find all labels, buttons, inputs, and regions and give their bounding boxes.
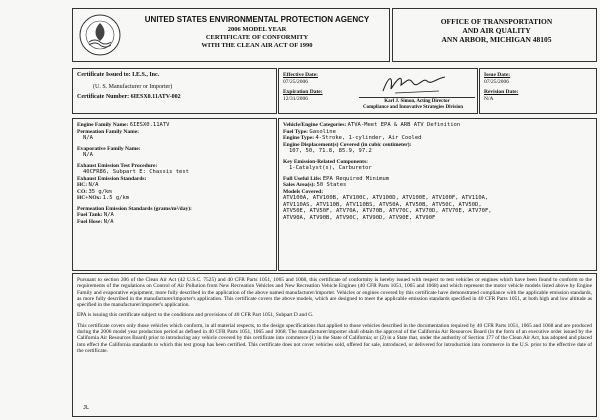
terms-paragraph-1: Pursuant to section 206 of the Clean Air Act (42 U.S.C. 7525) and 40 CFR Parts 1051, 1065 and 1068, this certificate of conformity is hereby issued with respect to test vehicles or engines which have been found to conform to the requirements of the regulations on Control of Air Pollution from New Recreation Vehicles and New Recreation Vehicle Engines (40 CFR Parts 1051, 1065 and 1068) and which represent the motor vehicle models listed above by Engine Family and evaporative equipment, more fully described in the application of the above named manufacturer/importer. Vehicles or engines covered by this certificate have demonstrated compliance with the applicable emission standards, as more fully described in the manufacturer/importer's application. This certificate covers the above models, which are designed to meet the applicable emission standards specified in 40 CFR Parts 1051, at both high and low altitude as specified in the manufacturer/importer's application. <box>77 277 592 309</box>
signature-box <box>278 68 478 114</box>
engine-family-box <box>72 118 277 271</box>
expiration-date-label: Expiration Date: <box>283 89 323 95</box>
expiration-date-value: 12/31/2006 <box>283 95 309 102</box>
signature-line <box>359 97 475 98</box>
manufacturer-role: (U. S. Manufacturer or Importer) <box>93 84 173 90</box>
agency-name: UNITED STATES ENVIRONMENTAL PROTECTION AGENCY <box>144 15 370 24</box>
epa-seal-icon <box>79 14 121 56</box>
model-year: 2006 MODEL YEAR <box>227 26 287 33</box>
emission-standards-label: Exhaust Emission Standards: <box>77 175 147 182</box>
models-line: ATV110AS, ATV110B, ATV110BS, ATV50A, ATV50B, ATV50C, ATV50D, <box>283 201 482 208</box>
fuel-tank-value: N/A <box>103 212 114 218</box>
issued-to-box <box>72 68 277 114</box>
permeation-family-label: Permeation Family Name: <box>77 128 140 135</box>
useful-life-label: Full Useful Life: <box>283 175 322 182</box>
test-procedure-value: 40CFR86, Subpart E: Chassis test <box>83 169 189 175</box>
terms-paragraph-3: This certificate covers only those vehicles which conform, in all material respects, to the design specifications that applied to those vehicles described in the documentation required by 40 CFR Parts 1051, 1065 and 1068 and are produced during the 2006 model year production period as defined in 40 CFR Parts 1051, 1065 and 1068. The manufacturer/importer shall obtain the approval of the California Air Resources Board (in the form of an executive order issued by the California Air Resources Board) prior to introducing any vehicle covered by this certificate into commerce (1) in the State of California; or (2) in a State that, under the authority of Section 177 of the Clean Air Act, has adopted and placed into effect the California standards to which this test group has been certified. This certificate does not cover vehicles sold, offered for sale, introduced, or delivered for introduction into commerce in the U.S. prior to the effective date of the certificate. <box>77 322 592 354</box>
evaporative-family-value: N/A <box>83 152 93 158</box>
permeation-family-value: N/A <box>83 135 93 141</box>
models-line: ATV90A, ATV90B, ATV90C, ATV90D, ATV90E, ATV90F <box>283 214 436 221</box>
hc-value: N/A <box>88 182 99 188</box>
co-value: 35 g/km <box>88 188 112 195</box>
terms-paragraph-2: EPA is issuing this certificate subject to the conditions and provisions of 40 CFR Part 1051, Subpart D and G. <box>77 312 314 319</box>
fuel-tank-label: Fuel Tank: <box>77 212 103 218</box>
issue-date-value: 07/25/2006 <box>484 78 510 85</box>
agency-title-block <box>125 15 389 50</box>
certificate-number-value: 6IESX0.11ATV-002 <box>130 94 181 100</box>
signer-name: Karl J. Simon, Acting Director <box>384 99 450 104</box>
permeation-standards-label: Permeation Emission Standards (grams/m²/day): <box>77 205 192 212</box>
engine-type-value: 4-Stroke, 1-cylinder, Air Cooled <box>315 135 422 141</box>
signature-icon <box>379 71 449 97</box>
models-label: Models Covered: <box>283 188 324 195</box>
hcnox-value: 1.5 g/km <box>102 195 130 201</box>
initials: JL <box>83 404 90 411</box>
effective-date-value: 07/25/2006 <box>283 78 309 85</box>
revision-date-label: Revision Date: <box>484 89 519 95</box>
models-line: ATV50E, ATV50F, ATV70A, ATV70B, ATV70C, ATV70D, ATV70E, ATV70F, <box>283 208 492 214</box>
vehicle-info-box <box>278 118 597 271</box>
office-line-1: OFFICE OF TRANSPORTATION <box>440 17 553 26</box>
engine-family-value: 6IESX0.11ATV <box>129 122 170 128</box>
dates-box <box>479 68 597 114</box>
certificate-number-label: Certificate Number: <box>77 94 130 100</box>
displacement-label: Engine Displacement(s) Covered (in cubic centimeter): <box>283 141 412 148</box>
hc-label: HC: <box>77 182 88 188</box>
engine-type-label: Engine Type: <box>283 135 315 141</box>
displacement-value: 107, 50, 71.8, 85.9, 97.2 <box>289 148 372 154</box>
certificate-terms-box <box>72 273 597 417</box>
office-line-2: AND AIR QUALITY <box>462 26 531 35</box>
category-value: ATVA-Meet EPA & ARB ATV Definition <box>347 122 461 128</box>
effective-date-label: Effective Date: <box>283 72 318 78</box>
office-header <box>392 8 597 62</box>
office-line-3: ANN ARBOR, MICHIGAN 48105 <box>441 35 552 44</box>
signer-division: Compliance and Innovative Strategies Division <box>362 105 463 110</box>
components-value: 1-Catalyst(s), Carburetor <box>289 165 372 171</box>
test-procedure-label: Exhaust Emission Test Procedure: <box>77 162 158 169</box>
clean-air-act-line: WITH THE CLEAN AIR ACT OF 1990 <box>201 42 313 49</box>
useful-life-value: EPA Required Minimum <box>322 175 390 182</box>
fuel-hose-label: Fuel Hose: <box>77 218 103 225</box>
evaporative-family-label: Evaporative Family Name: <box>77 145 141 152</box>
fuel-hose-value: N/A <box>103 218 114 225</box>
sales-area-label: Sales Area(s): <box>283 182 316 188</box>
fuel-type-label: Fuel Type: <box>283 128 309 135</box>
co-label: CO: <box>77 188 88 195</box>
models-line: ATV100A, ATV100B, ATV100C, ATV100D, ATV100E, ATV100F, ATV110A, <box>283 195 489 201</box>
issued-to-label: Certificate Issued to: <box>77 72 131 78</box>
sales-area-value: 50 States <box>316 182 347 188</box>
revision-date-value: N/A <box>484 95 494 102</box>
components-label: Key Emission-Related Components: <box>283 158 368 165</box>
fuel-type-value: Gasoline <box>309 128 336 135</box>
engine-family-label: Engine Family Name: <box>77 122 129 128</box>
issued-to-value: I.E.S., Inc. <box>132 72 160 78</box>
hcnox-label: HC+NOx: <box>77 195 102 201</box>
issue-date-label: Issue Date: <box>484 72 511 78</box>
agency-header <box>72 8 390 62</box>
category-label: Vehicle/Engine Categories: <box>283 122 347 128</box>
certificate-title: CERTIFICATE OF CONFORMITY <box>205 34 309 41</box>
